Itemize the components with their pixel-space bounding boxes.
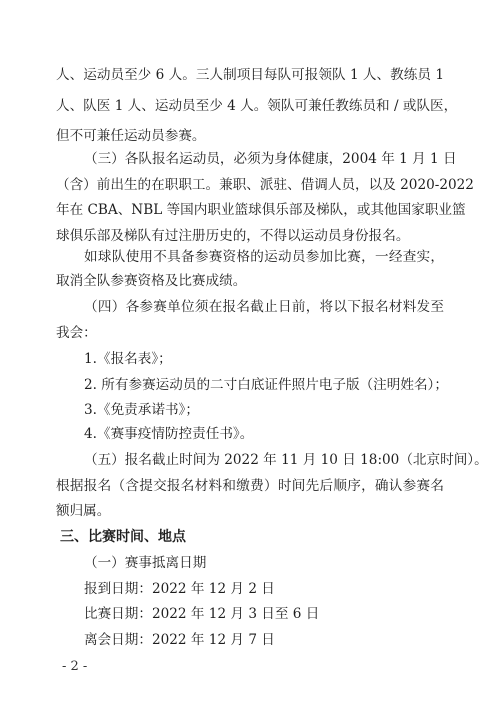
paragraph-line: 如球队使用不具备参赛资格的运动员参加比赛，一经查实， bbox=[84, 249, 444, 265]
paragraph-line: 人、运动员至少 6 人。三人制项目每队可报领队 1 人、教练员 1 bbox=[56, 67, 444, 83]
paragraph-line: 我会： bbox=[56, 325, 97, 341]
subsection-heading: （一）赛事抵离日期 bbox=[84, 555, 207, 571]
paragraph-line: 人、队医 1 人、运动员至少 4 人。领队可兼任教练员和 / 或队医， bbox=[56, 98, 458, 114]
paragraph-line: （三）各队报名运动员，必须为身体健康，2004 年 1 月 1 日 bbox=[84, 151, 457, 167]
list-item: 3.《免责承诺书》； bbox=[84, 402, 199, 418]
paragraph-line: 年在 CBA、NBL 等国内职业篮球俱乐部及梯队，或其他国家职业篮 bbox=[56, 202, 466, 218]
paragraph-line: （五）报名截止时间为 2022 年 11 月 10 日 18:00（北京时间）。 bbox=[84, 452, 488, 468]
paragraph-line: 但不可兼任运动员参赛。 bbox=[56, 128, 206, 144]
paragraph-line: 额归属。 bbox=[56, 503, 111, 519]
list-item: 1.《报名表》； bbox=[84, 351, 172, 367]
date-line: 比赛日期：2022 年 12 月 3 日至 6 日 bbox=[84, 606, 320, 622]
paragraph-line: 根据报名（含提交报名材料和缴费）时间先后顺序，确认参赛名 bbox=[56, 478, 444, 494]
paragraph-line: （四）各参赛单位须在报名截止日前，将以下报名材料发至 bbox=[84, 299, 444, 315]
paragraph-line: 取消全队参赛资格及比赛成绩。 bbox=[56, 273, 247, 289]
list-item: 4.《赛事疫情防控责任书》。 bbox=[84, 426, 254, 442]
page-number: - 2 - bbox=[62, 659, 88, 674]
section-heading: 三、比赛时间、地点 bbox=[60, 529, 186, 545]
date-line: 报到日期：2022 年 12 月 2 日 bbox=[84, 581, 275, 597]
date-line: 离会日期：2022 年 12 月 7 日 bbox=[84, 632, 275, 648]
paragraph-line: （含）前出生的在职职工。兼职、派驻、借调人员，以及 2020-2022 bbox=[56, 177, 474, 193]
paragraph-line: 球俱乐部及梯队有过注册历史的，不得以运动员身份报名。 bbox=[56, 228, 410, 244]
list-item: 2. 所有参赛运动员的二寸白底证件照片电子版（注明姓名）； bbox=[84, 377, 448, 393]
